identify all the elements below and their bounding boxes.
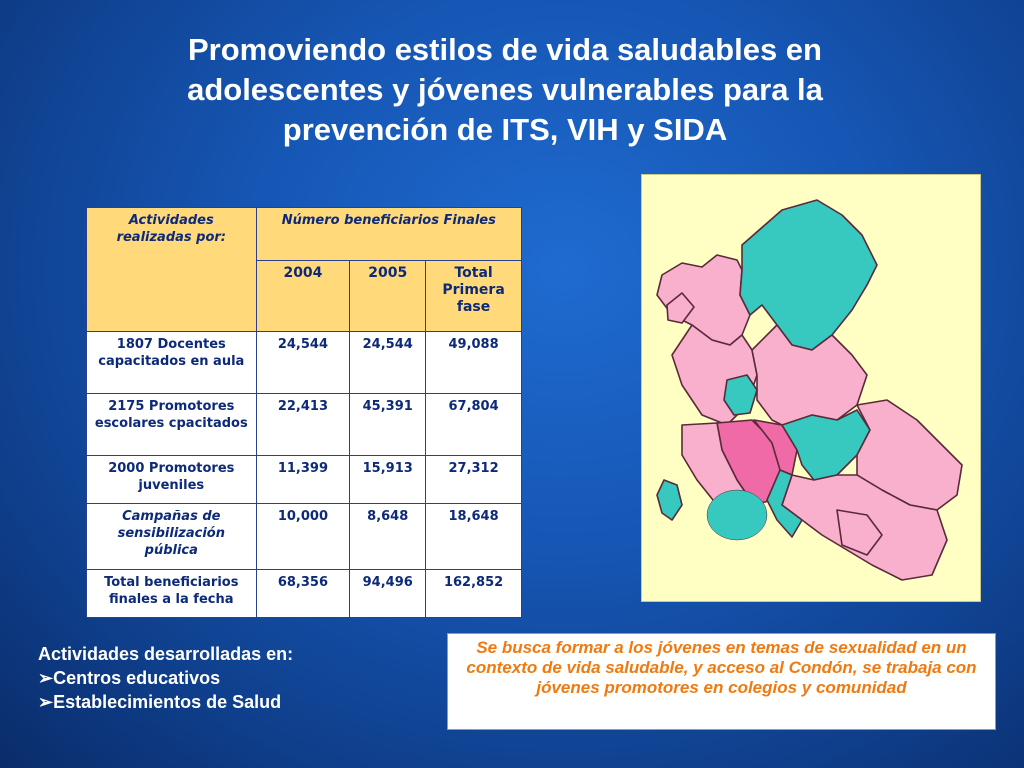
- slide-title: [120, 30, 890, 150]
- table-row: [87, 332, 522, 394]
- beneficiaries-table: [86, 207, 522, 618]
- note-box: [447, 633, 996, 730]
- activity-item-label: Establecimientos de Salud: [53, 692, 282, 712]
- arrow-bullet-icon: ➢: [38, 668, 54, 688]
- row-value-2005: 15,913: [350, 456, 426, 504]
- row-value-2004: 24,544: [256, 332, 350, 394]
- note-text: Se busca formar a los jóvenes en temas de sexualidad en un contexto de vida saludable, y acceso al Condón, se trabaja con jóvenes promotores en colegios y comunidad: [466, 638, 977, 697]
- table-row: [87, 504, 522, 570]
- activities-heading: Actividades desarrolladas en:: [38, 644, 294, 664]
- row-value-2004: 68,356: [256, 570, 350, 618]
- row-value-total: 67,804: [426, 394, 522, 456]
- row-value-2004: 22,413: [256, 394, 350, 456]
- table-row: [87, 456, 522, 504]
- map-region-north-coast: [657, 255, 750, 345]
- row-value-2005: 24,544: [350, 332, 426, 394]
- arrow-bullet-icon: ➢: [38, 692, 54, 712]
- map-region-island: [657, 480, 682, 520]
- row-value-2004: 11,399: [256, 456, 350, 504]
- row-value-total: 27,312: [426, 456, 522, 504]
- header-2004: 2004: [256, 261, 350, 332]
- row-value-2005: 8,648: [350, 504, 426, 570]
- row-label: 2175 Promotores escolares cpacitados: [87, 394, 257, 456]
- activity-item-label: Centros educativos: [53, 668, 221, 688]
- header-beneficiaries: Número beneficiarios Finales: [256, 208, 521, 261]
- row-value-total: 18,648: [426, 504, 522, 570]
- row-label: Total beneficiarios finales a la fecha: [87, 570, 257, 618]
- row-value-2005: 45,391: [350, 394, 426, 456]
- row-label: 1807 Docentes capacitados en aula: [87, 332, 257, 394]
- header-activities: Actividades realizadas por:: [87, 208, 257, 332]
- table-row: [87, 570, 522, 618]
- activities-list: [38, 642, 293, 714]
- row-value-2004: 10,000: [256, 504, 350, 570]
- row-label: 2000 Promotores juveniles: [87, 456, 257, 504]
- row-value-total: 49,088: [426, 332, 522, 394]
- row-value-total: 162,852: [426, 570, 522, 618]
- map-highlight-circle: [707, 490, 767, 540]
- header-2005: 2005: [350, 261, 426, 332]
- title-line-2: adolescentes y jóvenes vulnerables para la: [187, 72, 823, 107]
- map-region-loreto: [740, 200, 877, 350]
- list-item: [38, 690, 293, 714]
- peru-map-graphic: [642, 175, 980, 601]
- title-line-3: prevención de ITS, VIH y SIDA: [282, 112, 728, 147]
- row-value-2005: 94,496: [350, 570, 426, 618]
- list-item: [38, 666, 293, 690]
- peru-map: [641, 174, 981, 602]
- header-total: Total Primera fase: [426, 261, 522, 332]
- row-label: Campañas de sensibilización pública: [87, 504, 257, 570]
- table-row: [87, 394, 522, 456]
- title-line-1: Promoviendo estilos de vida saludables en: [188, 32, 822, 67]
